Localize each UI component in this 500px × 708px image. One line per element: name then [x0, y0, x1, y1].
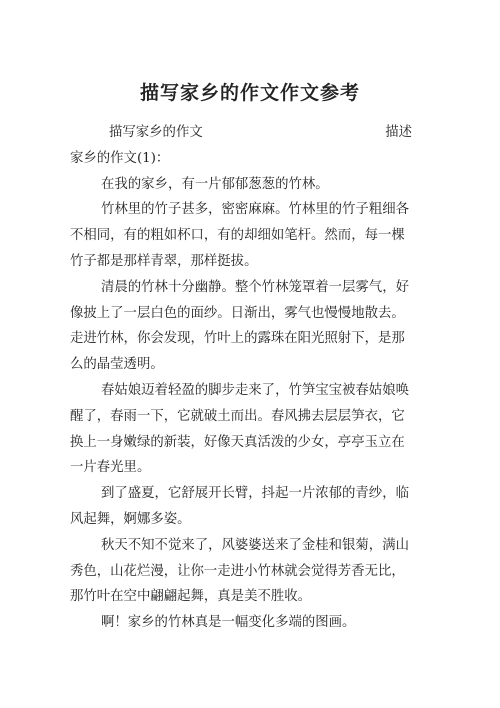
text-line: 那竹叶在空中翩翩起舞，真是美不胜收。 [70, 589, 312, 605]
text-line: 竹林里的竹子甚多，密密麻麻。竹林里的竹子粗细各 [101, 202, 409, 218]
text-line: 春姑娘迈着轻盈的脚步走来了，竹笋宝宝被春姑娘唤 [101, 382, 409, 398]
document-body [70, 120, 430, 636]
text-line: 醒了，春雨一下，它就破土而出。春风拂去层层笋衣，它 [70, 408, 405, 424]
text-line: 走进竹林，你会发现，竹叶上的露珠在阳光照射下，是那 [70, 331, 405, 347]
text-line: 在我的家乡，有一片郁郁葱葱的竹林。 [101, 176, 329, 192]
header-left-text: 描写家乡的作文 [109, 125, 203, 140]
text-line: 家乡的作文(1)： [70, 150, 170, 166]
text-line: 清晨的竹林十分幽静。整个竹林笼罩着一层雾气，好 [101, 279, 409, 295]
text-line: 秀色，山花烂漫，让你一走进小竹林就会觉得芳香无比， [70, 563, 405, 579]
text-line: 秋天不知不觉来了，风婆婆送来了金桂和银菊，满山 [101, 537, 409, 553]
document-title: 描写家乡的作文作文参考 [139, 82, 360, 104]
text-line: 到了盛夏，它舒展开长臂，抖起一片浓郁的青纱，临 [101, 486, 409, 502]
text-line: 风起舞，婀娜多姿。 [70, 511, 191, 527]
text-line: 像披上了一层白色的面纱。日渐出，雾气也慢慢地散去。 [70, 305, 405, 321]
text-line: 竹子都是那样青翠，那样挺拔。 [70, 253, 258, 269]
text-line: 不相同，有的粗如杯口，有的却细如笔杆。然而，每一棵 [70, 228, 405, 244]
header-right-text: 描述 [385, 125, 412, 140]
text-line: 么的晶莹透明。 [70, 357, 164, 373]
header-line [70, 120, 430, 146]
text-line: 一片春光里。 [70, 460, 151, 476]
text-line: 换上一身嫩绿的新装，好像天真活泼的少女，亭亭玉立在 [70, 434, 405, 450]
text-line: 啊！家乡的竹林真是一幅变化多端的图画。 [101, 615, 356, 631]
